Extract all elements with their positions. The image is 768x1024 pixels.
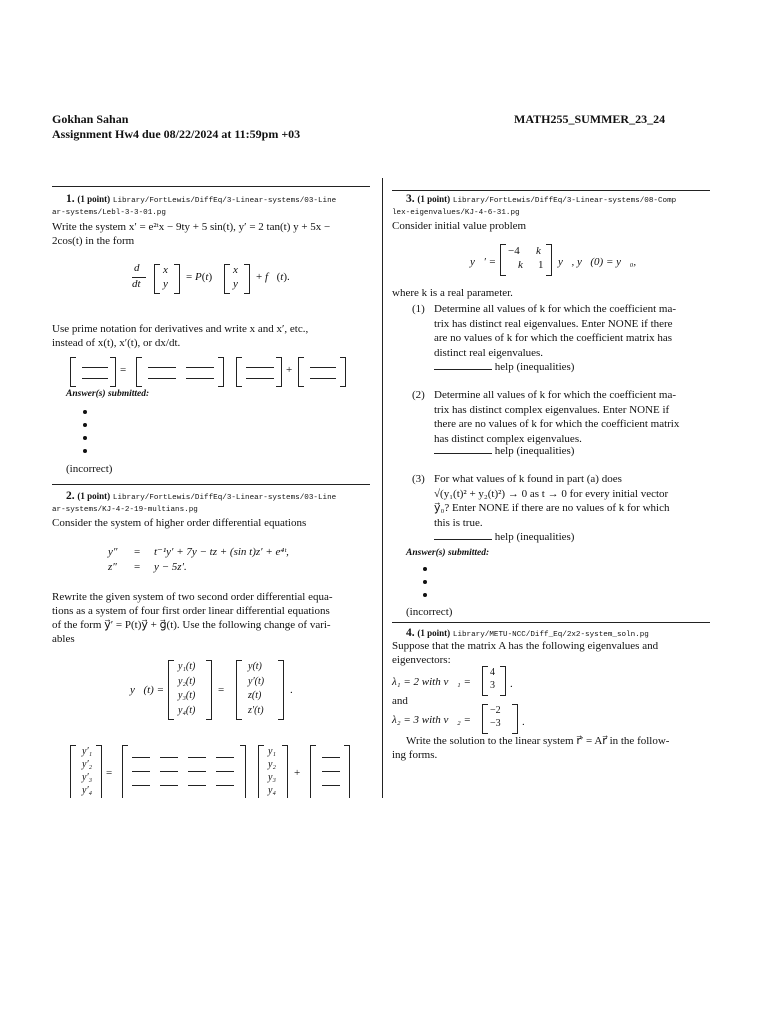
problem-3-where: where k is a real parameter. [392,287,513,299]
problem-2-path: Library/FortLewis/DiffEq/3-Linear-systems/03-Line [112,494,337,502]
answer-blank[interactable] [148,367,176,368]
problem-4-v2: −2 −3 [490,705,501,729]
problem-2-rule [52,484,370,485]
problem-3-path: Library/FortLewis/DiffEq/3-Linear-systems/08-Comp [452,197,677,205]
problem-2-para-1: Rewrite the given system of two second order differential equa- [52,591,333,603]
answer-bullet [83,410,87,414]
problem-2-answer-grid: y′₁ y′₂ y′₃ y′₄ = y₁ y₂ y₃ y₄ + [70,745,360,798]
equals-sign: = [218,684,225,696]
problem-1-answer-grid: = + [70,357,350,387]
problem-2-header: 2. (1 point) Library/FortLewis/DiffEq/3-Linear-systems/03-Line [66,490,337,502]
problem-2-eq2-lhs: z″ [108,561,117,573]
answer-input[interactable] [434,444,492,454]
period: . [290,684,293,696]
answer-blank[interactable] [148,378,176,379]
problem-3-header: 3. (1 point) Library/FortLewis/DiffEq/3-Linear-systems/08-Comp [406,193,677,205]
answer-bullet [423,593,427,597]
answer-blank[interactable] [82,367,108,368]
problem-4-rule [392,622,710,623]
help-link[interactable]: help (inequalities) [494,531,575,543]
problem-3-intro: Consider initial value problem [392,220,527,232]
period: . [522,716,525,728]
problem-1-rule [52,186,370,187]
problem-4-and: and [392,695,408,707]
equals-sign: = [134,561,141,573]
problem-1-instruction-2: instead of x(t), x′(t), or dx/dt. [52,337,181,349]
problem-4-v1: 4 3 [490,667,495,691]
problem-1-answers-label: Answer(s) submitted: [66,389,150,399]
problem-2-path-cont: ar-systems/KJ-4-2-19-multians.pg [52,506,198,514]
problem-2-intro: Consider the system of higher order differential equations [52,517,307,529]
problem-4-lambda-2: λ₂ = 3 with v⃗₂ = [392,714,471,726]
problem-1-path-cont: ar-systems/Lebl-3-3-01.pg [52,209,166,217]
problem-1-form-equation: d dt x y = P(t) x y + f⃗(t). [132,262,312,296]
answer-blank[interactable] [310,367,336,368]
problem-3-part-3: For what values of k found in part (a) does √(y₁(t)² + y₂(t)²) → 0 as t → 0 for every initial vector y⃗₀? Enter NONE if there are no values of k for which this is true. [434,473,670,529]
problem-3-part-1-answer [434,360,574,375]
problem-2-para-2: tions as a system of four first order linear differential equations [52,605,330,617]
problem-3-part-2: Determine all values of k for which the coefficient ma- trix has distinct complex eigenvalues. Enter NONE if there are no values of k for which the coefficient matrix has distinct complex eigenvalues. [434,389,680,445]
equals-sign: = [134,546,141,558]
answer-bullet [423,567,427,571]
problem-1-status: (incorrect) [66,463,113,475]
answer-bullet [83,436,87,440]
answer-input[interactable] [434,530,492,540]
problem-4-intro-2: eigenvectors: [392,654,451,666]
problem-4-path: Library/METU-NCC/Diff_Eq/2x2-system_soln.pg [452,631,649,639]
problem-2-eq1-lhs: y″ [108,546,118,558]
answer-blank[interactable] [186,378,214,379]
assignment-title: Assignment Hw4 due 08/22/2024 at 11:59pm +03 [52,127,301,141]
help-link[interactable]: help (inequalities) [494,445,575,457]
problem-3-part-3-answer [434,530,574,545]
answer-blank[interactable] [82,378,108,379]
problem-1-instruction-1: Use prime notation for derivatives and write x and x′, etc., [52,323,309,335]
problem-3-part-3-num: (3) [412,473,425,485]
problem-4-intro-1: Suppose that the matrix A has the following eigenvalues and [392,640,659,652]
problem-2-vector-lhs: y⃗(t) = [130,684,164,696]
problem-3-path-cont: lex-eigenvalues/KJ-4-6-31.pg [392,209,520,217]
problem-2-para-4: ables [52,633,75,645]
problem-1-path: Library/FortLewis/DiffEq/3-Linear-systems/03-Line [112,197,337,205]
problem-2-eq2-rhs: y − 5z′. [154,561,187,573]
course-name: MATH255_SUMMER_23_24 [514,112,666,126]
problem-3-answers-label: Answer(s) submitted: [406,548,490,558]
problem-3-ivp-rhs: y⃗, y⃗(0) = y⃗₀, [558,256,637,268]
problem-4-final-2: ing forms. [392,749,438,761]
column-divider [382,178,383,798]
substitution-col-2: y(t) y′(t) z(t) z′(t) [248,661,265,716]
left-bracket [168,660,174,720]
problem-3-ivp-lhs: y⃗′ = [470,256,497,268]
problem-3-part-2-answer [434,444,574,459]
problem-3-status: (incorrect) [406,606,453,618]
help-link[interactable]: help (inequalities) [494,361,575,373]
problem-2-eq1-rhs: t⁻¹y′ + 7y − tz + (sin t)z′ + e⁴ᵗ, [154,546,289,558]
problem-3-part-1: Determine all values of k for which the coefficient ma- trix has distinct real eigenvalues. Enter NONE if there are no values of k for which the coefficient matrix has distinct real eigenvalues. [434,303,677,359]
problem-3-part-2-num: (2) [412,389,425,401]
substitution-col-1: y₁(t) y₂(t) y₃(t) y₄(t) [178,661,196,716]
problem-1-statement-2: 2cos(t) in the form [52,235,135,247]
student-name: Gokhan Sahan [52,112,129,126]
problem-4-final-1: Write the solution to the linear system r⃗′ = Ar⃗ in the follow- [406,735,670,747]
problem-1-header: 1. (1 point) Library/FortLewis/DiffEq/3-Linear-systems/03-Line [66,193,337,205]
answer-bullet [83,423,87,427]
problem-3-part-1-num: (1) [412,303,425,315]
problem-4-lambda-1: λ₁ = 2 with v⃗₁ = [392,676,471,688]
answer-bullet [83,449,87,453]
answer-blank[interactable] [310,378,336,379]
problem-4-header: 4. (1 point) Library/METU-NCC/Diff_Eq/2x2-system_soln.pg [406,627,649,639]
answer-input[interactable] [434,360,492,370]
answer-bullet [423,580,427,584]
period: . [510,678,513,690]
problem-2-para-3: of the form y⃗′ = P(t)y⃗ + g⃗(t). Use the following change of vari- [52,619,331,631]
problem-3-rule [392,190,710,191]
answer-blank[interactable] [186,367,214,368]
problem-1-statement-1: Write the system x′ = e²ᵗx − 9ty + 5 sin(t), y′ = 2 tan(t) y + 5x − [52,221,331,233]
